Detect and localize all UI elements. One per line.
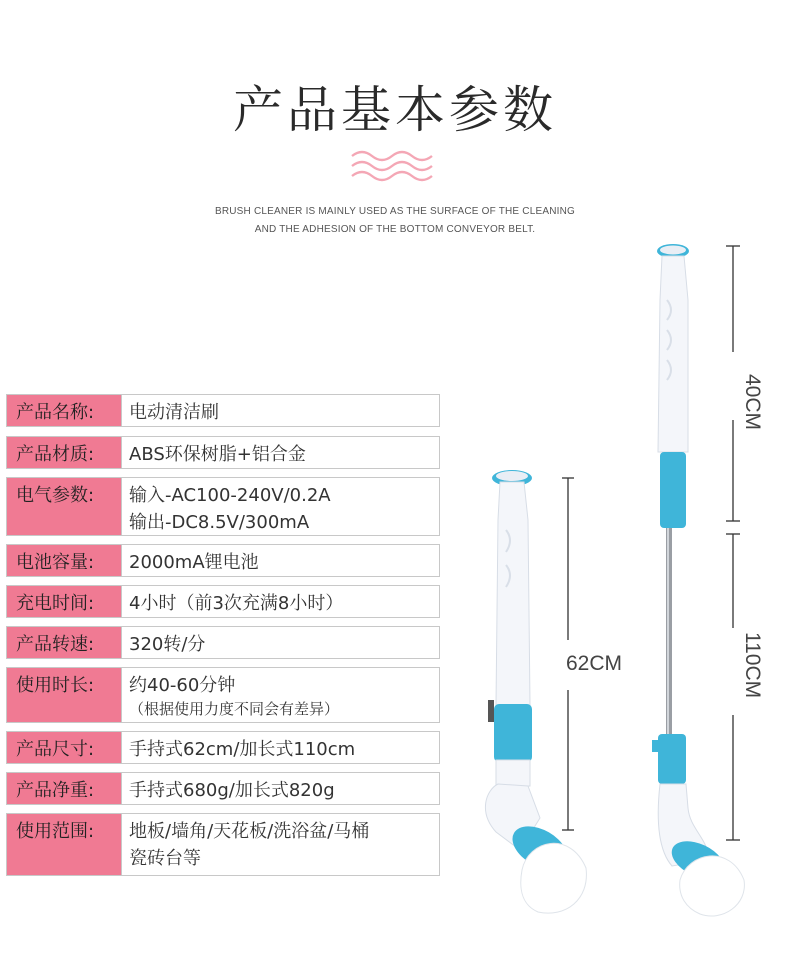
- spec-key: 充电时间:: [7, 586, 122, 617]
- spec-key: 产品材质:: [7, 437, 122, 468]
- spec-value: 2000mA锂电池: [129, 552, 259, 573]
- spec-key: 产品净重:: [7, 773, 122, 804]
- page-title: 产品基本参数: [233, 81, 557, 139]
- spec-value: 320转/分: [129, 634, 206, 655]
- dimension-lines: [562, 246, 740, 840]
- extended-total-length-label: 110CM: [741, 632, 764, 699]
- spec-key: 产品名称:: [7, 395, 122, 426]
- subtitle-line-1: BRUSH CLEANER IS MAINLY USED AS THE SURFACE OF THE CLEANING: [214, 206, 576, 217]
- spec-value: 输入-AC100-240V/0.2A 输出-DC8.5V/300mA: [129, 485, 331, 533]
- spec-key: 电池容量:: [7, 545, 122, 576]
- subtitle-line-2: AND THE ADHESION OF THE BOTTOM CONVEYOR BELT.: [254, 224, 536, 235]
- spec-key: 产品转速:: [7, 627, 122, 658]
- spec-key: 产品尺寸:: [7, 732, 122, 763]
- spec-value: 手持式680g/加长式820g: [129, 780, 335, 801]
- handheld-brush-icon: [485, 470, 586, 913]
- spec-value: 约40-60分钟 （根据使用力度不同会有差异）: [129, 675, 340, 718]
- handheld-length-label: 62CM: [566, 652, 623, 675]
- spec-key: 使用时长:: [7, 668, 122, 722]
- spec-value: 地板/墙角/天花板/洗浴盆/马桶 瓷砖台等: [129, 821, 370, 869]
- spec-value: 手持式62cm/加长式110cm: [129, 739, 356, 760]
- spec-value: 4小时（前3次充满8小时）: [129, 593, 344, 614]
- extended-brush-icon: [652, 244, 744, 916]
- extended-top-length-label: 40CM: [741, 374, 764, 431]
- spec-value: ABS环保树脂+铝合金: [129, 444, 306, 465]
- spec-key: 电气参数:: [7, 478, 122, 535]
- spec-value: 电动清洁刷: [129, 402, 219, 423]
- spec-key: 使用范围:: [7, 814, 122, 875]
